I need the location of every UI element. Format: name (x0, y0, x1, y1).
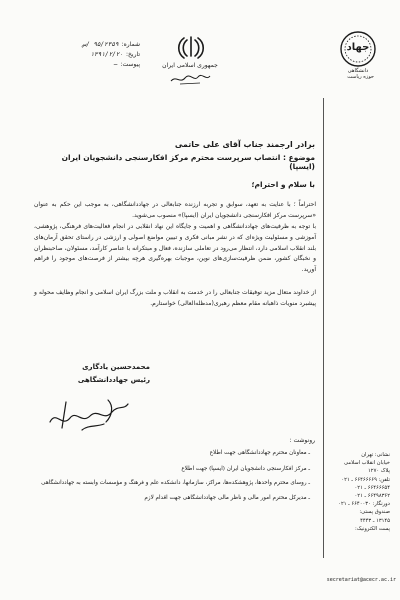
column-divider (323, 98, 324, 558)
contact-info (330, 451, 390, 533)
date-value: ۱۳۹۱/۲/۲۰ (90, 51, 124, 58)
contact-line: صندوق پستی: (359, 509, 390, 516)
number-value: ۹۵/۲۳۵۹ /س (82, 41, 119, 48)
contact-line: تلفن: ۶۶۴۶۶۶۶۹ ـ ۰۲۱ (341, 476, 390, 483)
number-label: شماره: (121, 41, 140, 48)
logo-name: جهاد (346, 42, 370, 53)
contact-email: secretariat@acecr.ac.ir (326, 577, 396, 583)
date-row (45, 50, 140, 60)
contact-line: ۶۶۴۶۶۶۵۴ ـ ۰۲۱ (354, 484, 390, 491)
emblem-caption: جمهوری اسلامی ایران (162, 62, 218, 69)
attachment-row (45, 60, 140, 70)
number-row (45, 40, 140, 50)
attachment-value: — (113, 61, 118, 68)
paragraph-2: با توجه به ظرفیت‌های جهاددانشگاهی و اهمیت و جایگاه این نهاد انقلابی در انجام فعالیت‌های فرهنگی، پژوهشی، آموزشی و مسئولیت ویژه‌ای که در نشر مبانی فکری و تبیین مواضع اصولی و ارزشی در راستای تحقق آرمان‌های بلند انقلاب اسلامی دارد، انتظار می‌رود در تعاملی سازنده، فعال و مبتکرانه با عناصر کارآمد، مسئولان، صاحبنظران و نخبگان کشور، ضمن ظرفیت‌سازی‌های نوین، موجبات بهره‌گیری هرچه بیشتر از فرصت‌های موجود را فراهم آورید. (34, 223, 316, 274)
cc-item: ـ مدیرکل محترم امور مالی و ناظر مالی جهاددانشگاهی جهت اقدام لازم (144, 495, 310, 501)
subject-line: موضوع : انتصاب سرپرست محترم مرکز افکارسنجی دانشجویان ایران (ایسپا) (61, 153, 315, 171)
logo-subtitle: دانشگاهی (347, 68, 369, 74)
paragraph-3: از خداوند متعال مزید توفیقات جنابعالی را در خدمت به انقلاب و ملت بزرگ ایران اسلامی و انجام وظایف محوله و پیشبرد منویات ذاهبانه مقام معظم رهبری(مدظله‌العالی) خواستارم. (34, 289, 316, 307)
handwritten-signature (42, 392, 132, 437)
cc-item: ـ روسای محترم واحدها، پژوهشکده‌ها، مراکز، سازمانها، دانشکده علم و فرهنگ و مؤسسات وابسته به جهاددانشگاهی (41, 480, 310, 486)
contact-line: پست الکترونیک: (354, 525, 390, 532)
signer-name: محمدحسین یادگاری (82, 363, 150, 371)
iran-emblem-icon (176, 34, 206, 60)
contact-line: خیابان انقلاب اسلامی (344, 460, 390, 467)
cc-item: ـ معاونان محترم جهاددانشگاهی جهت اطلاع (209, 450, 310, 456)
date-label: تاریخ: (126, 51, 140, 58)
contact-line: پلاک ۱۲۷۰ (368, 468, 390, 475)
paragraph-1: احتراماً ؛ با عنایت به تعهد، سوابق و تجربه ارزنده جنابعالی در جهاددانشگاهی، به موجب این حکم به عنوان «سرپرست مرکز افکارسنجی دانشجویان ایران (ایسپا)» منصوب می‌شوید. (34, 201, 316, 219)
office-label: حوزه ریاست (347, 74, 374, 80)
cc-title: رونوشت : (289, 437, 315, 444)
greeting: با سلام و احترام؛ (251, 180, 315, 189)
letter-meta (45, 40, 140, 70)
contact-line: ۶۶۴۹۸۳۶۲ ـ ۰۲۱ (354, 493, 390, 500)
signer-title: رئیس جهاددانشگاهی (77, 376, 150, 384)
office-signature-mark (168, 72, 213, 86)
addressee: برادر ارجمند جناب آقای علی حاتمی (174, 140, 315, 149)
contact-line: نشانی: تهران (361, 452, 390, 458)
attachment-label: پیوست: (120, 61, 140, 68)
contact-line: دورنگار: ۶۶۴۰۰۳۰ ـ ۰۲۱ (338, 501, 390, 508)
contact-line: ۱۳۱۴۵ ـ ۴۴۴۳ (360, 517, 390, 524)
cc-item: ـ مرکز افکارسنجی دانشجویان ایران (ایسپا) جهت اطلاع (181, 466, 310, 472)
